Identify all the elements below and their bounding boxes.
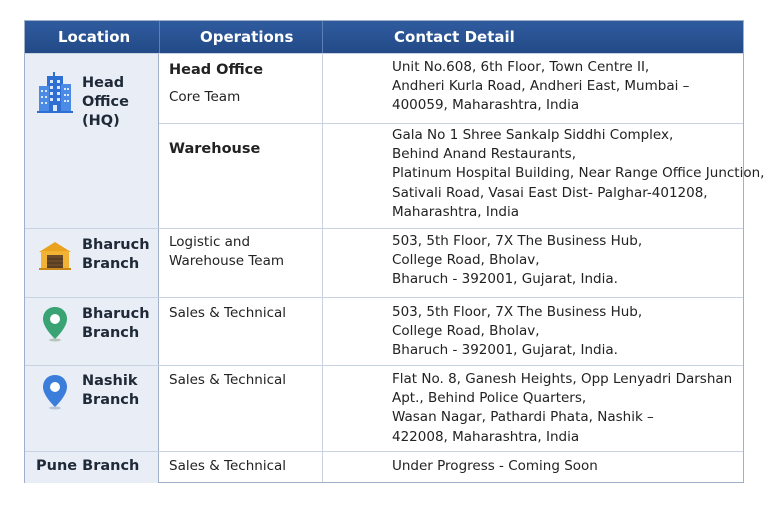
locations-table: [24, 20, 765, 483]
location-name: Bharuch Branch: [82, 306, 150, 341]
header-divider: [159, 21, 160, 53]
header-contact: Contact Detail: [394, 28, 515, 46]
contact-cell: 503, 5th Floor, 7X The Business Hub, College Road, Bholav, Bharuch - 392001, Gujarat, India.: [392, 233, 643, 288]
sub-row-divider: [159, 123, 743, 124]
contact-cell: Unit No.608, 6th Floor, Town Centre II, Andheri Kurla Road, Andheri East, Mumbai – 400059, Maharashtra, India: [392, 59, 690, 114]
table-header: [25, 21, 743, 53]
contact-cell: Flat No. 8, Ganesh Heights, Opp Lenyadri Darshan Apt., Behind Police Quarters, Wasan Nagar, Pathardi Phata, Nashik – 422008, Maharashtra, India: [392, 371, 733, 445]
operations-cell: Sales & Technical: [169, 372, 287, 388]
contact-cell: Under Progress - Coming Soon: [392, 458, 598, 474]
location-cell: [25, 229, 159, 298]
header-location: Location: [58, 28, 131, 46]
contact-cell: Gala No 1 Shree Sankalp Siddhi Complex, Behind Anand Restaurants, Platinum Hospital Building, Near Range Office Junction, Sativali Road, Vasai East Dist- Palghar-401208, Maharashtra, India: [392, 127, 765, 220]
table-row: [25, 53, 765, 229]
operations-cell: Logistic and Warehouse Team: [169, 234, 285, 269]
location-name: Bharuch Branch: [82, 237, 150, 272]
operations-cell: Sales & Technical: [169, 458, 287, 474]
header-divider: [322, 21, 323, 53]
column-divider: [322, 53, 323, 482]
table-row: [25, 228, 743, 298]
building-icon: [35, 72, 75, 114]
operations-cell: Warehouse: [169, 141, 261, 157]
operations-cell: Sales & Technical: [169, 305, 287, 321]
header-operations: Operations: [200, 28, 294, 46]
table-row: [25, 365, 743, 452]
location-cell: [25, 452, 159, 483]
table-row: [25, 297, 743, 366]
location-cell: [25, 298, 159, 366]
location-name: Nashik Branch: [82, 373, 140, 408]
location-cell: [25, 366, 159, 452]
contact-cell: 503, 5th Floor, 7X The Business Hub, College Road, Bholav, Bharuch - 392001, Gujarat, India.: [392, 304, 643, 359]
map-pin-blue-icon: [42, 374, 68, 410]
table-row: [25, 451, 743, 483]
location-name: Pune Branch: [36, 458, 140, 474]
operations-cell: Head Office Core Team: [169, 62, 264, 105]
map-pin-green-icon: [42, 306, 68, 342]
location-cell: [25, 54, 159, 229]
location-name: Head Office (HQ): [82, 75, 129, 129]
warehouse-icon: [37, 240, 73, 270]
